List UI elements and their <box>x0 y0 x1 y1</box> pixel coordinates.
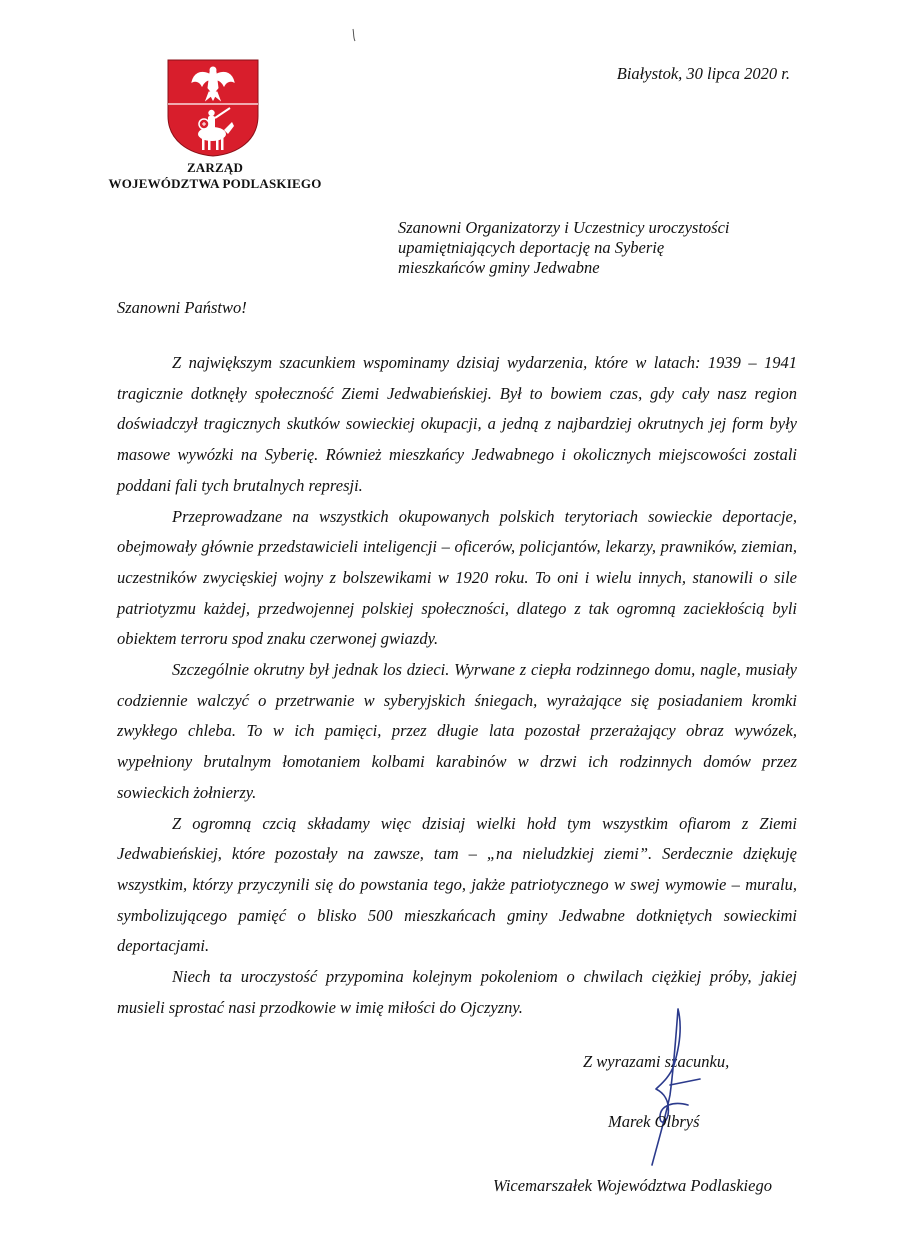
handwritten-signature <box>630 1005 720 1175</box>
signer-name: Marek Olbryś <box>608 1112 700 1131</box>
signer-title: Wicemarszałek Województwa Podlaskiego <box>493 1176 772 1195</box>
salutation: Szanowni Państwo! <box>117 298 247 317</box>
paragraph: Przeprowadzane na wszystkich okupowanych polskich terytoriach sowieckie deportacje, obejmowały głównie przedstawicieli inteligencji – oficerów, policjantów, lekarzy, prawników, ziemian, uczestników zwycięskiej wojny z bolszewikami w 1920 roku. To oni i wielu innych, stanowili o sile patriotyzmu każdej, przedwojennej polskiej społeczności, dlatego z tak ogromną zaciekłością byli obiektem terroru spod znaku czerwonej gwiazdy. <box>117 506 797 649</box>
paragraph: Niech ta uroczystość przypomina kolejnym pokoleniom o chwilach ciężkiej próby, jakiej musieli sprostać nasi przodkowie w imię miłości do Ojczyzny. <box>117 967 797 1017</box>
addressee-line: Szanowni Organizatorzy i Uczestnicy uroczystości <box>398 218 730 237</box>
issuer-line-1: ZARZĄD <box>186 160 244 175</box>
paragraph: Z największym szacunkiem wspominamy dzisiaj wydarzenia, które w latach: 1939 – 1941 tragicznie dotknęły społeczność Ziemi Jedwabieńskiej. Był to bowiem czas, gdy cały nasz region doświadczył tragicznych skutków sowieckiej okupacji, a jedną z najbardziej okrutnych jej form były masowe wywózki na Syberię. Również mieszkańcy Jedwabnego i okolicznych miejscowości zostali poddani fali tych brutalnych represji. <box>117 353 797 495</box>
addressee-line: mieszkańców gminy Jedwabne <box>398 258 600 277</box>
addressee-line: upamiętniających deportację na Syberię <box>398 238 665 257</box>
place-and-date: Białystok, 30 lipca 2020 r. <box>616 64 790 83</box>
coat-of-arms-icon <box>166 58 260 158</box>
paragraph: Z ogromną czcią składamy więc dzisiaj wielki hołd tym wszystkim ofiarom z Ziemi Jedwabieńskiej, które pozostały na zawsze, tam – „na nieludzkiej ziemi”. Serdecznie dziękuję wszystkim, którzy przyczynili się do powstania tego, jakże patriotycznego w swej wymowie – muralu, symbolizującego pamięć o blisko 500 mieszkańcach gminy Jedwabne dotkniętych sowieckimi deportacjami. <box>117 813 797 956</box>
letter-body <box>117 348 797 1023</box>
paragraph: Szczególnie okrutny był jednak los dzieci. Wyrwane z ciepła rodzinnego domu, nagle, musiały codziennie walczyć o przetrwanie w syberyjskich śniegach, wyrażające się posiadaniem kromki zwykłego chleba. To w ich pamięci, przez długie lata pozostał przerażający obraz wywózek, wypełniony brutalnym łomotaniem kolbami karabinów w drzwi ich rodzinnych domów przez sowieckich żołnierzy. <box>117 660 797 802</box>
scan-artifact <box>351 28 357 42</box>
issuer-line-2: WOJEWÓDZTWA PODLASKIEGO <box>108 176 322 191</box>
closing-phrase: Z wyrazami szacunku, <box>583 1052 730 1071</box>
addressee-block <box>398 218 818 278</box>
issuer-name <box>90 160 340 192</box>
